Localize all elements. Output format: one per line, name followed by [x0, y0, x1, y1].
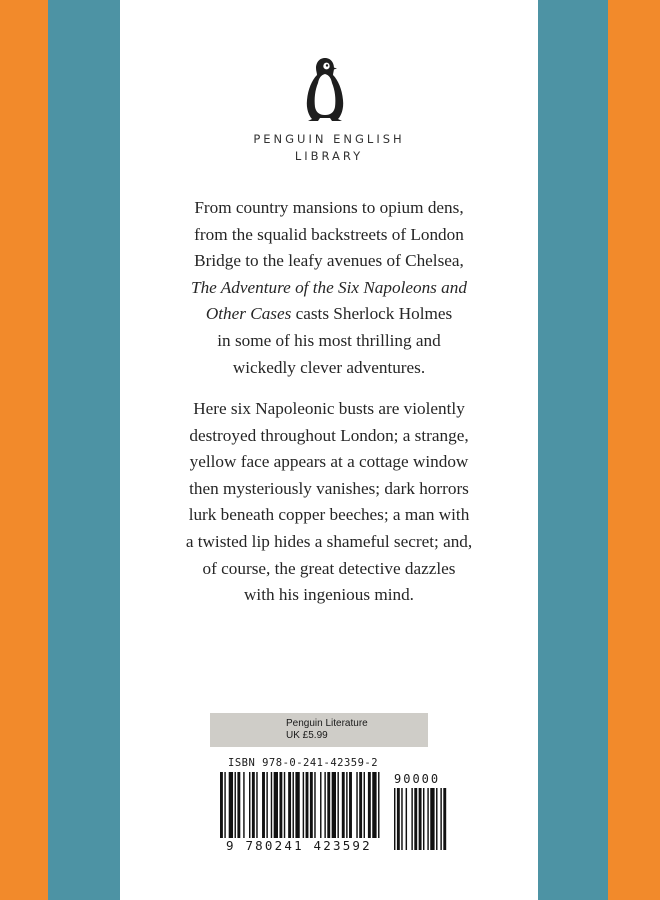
left-teal-stripe — [48, 0, 120, 900]
blurb-1-line-7: wickedly clever adventures. — [232, 357, 426, 377]
left-orange-stripe — [0, 0, 48, 900]
book-title-italic-line: The Adventure of the Six Napoleons and — [191, 277, 467, 297]
blurb-1-line-5-rest: casts Sherlock Holmes — [291, 304, 453, 324]
barcode-addon-digits: 90000 — [394, 772, 441, 786]
imprint-line-2: LIBRARY — [294, 149, 364, 163]
blurb-2-line-5: lurk beneath copper beeches; a man with — [188, 505, 470, 525]
blurb-paragraph-2 — [150, 396, 508, 609]
blurb-2-line-6: a twisted lip hides a shameful secret; and, — [185, 531, 473, 551]
price-text — [286, 718, 368, 742]
blurb-2-line-2: destroyed throughout London; a strange, — [189, 425, 469, 445]
blurb-2-line-4: then mysteriously vanishes; dark horrors — [189, 478, 469, 498]
price-value: UK £5.99 — [286, 730, 328, 741]
blurb-2-line-3: yellow face appears at a cottage window — [189, 452, 469, 472]
blurb-1-line-1: From country mansions to opium dens, — [194, 198, 464, 217]
blurb-2-line-7: of course, the great detective dazzles — [202, 558, 456, 578]
imprint-line-1: PENGUIN ENGLISH — [253, 132, 405, 146]
penguin-icon — [300, 56, 350, 124]
barcode-digits: 9 780241 423592 — [226, 838, 372, 853]
imprint-logo-text — [120, 131, 538, 165]
blurb-1-line-6: in some of his most thrilling and — [217, 330, 441, 350]
blurb-1-line-3: Bridge to the leafy avenues of Chelsea, — [194, 251, 464, 271]
blurb-1-line-5 — [150, 301, 508, 328]
blurb-2-line-1: Here six Napoleonic busts are violently — [193, 399, 465, 418]
right-orange-stripe — [608, 0, 660, 900]
book-title-italic-end: Other Cases — [205, 304, 292, 324]
blurb-1-line-2: from the squalid backstreets of London — [194, 224, 464, 244]
blurb-paragraph-1 — [150, 195, 508, 381]
right-teal-stripe — [538, 0, 608, 900]
price-category: Penguin Literature — [286, 718, 368, 729]
blurb-2-line-8: with his ingenious mind. — [244, 585, 414, 605]
isbn-label: ISBN 978-0-241-42359-2 — [228, 757, 379, 769]
price-box — [210, 713, 428, 747]
